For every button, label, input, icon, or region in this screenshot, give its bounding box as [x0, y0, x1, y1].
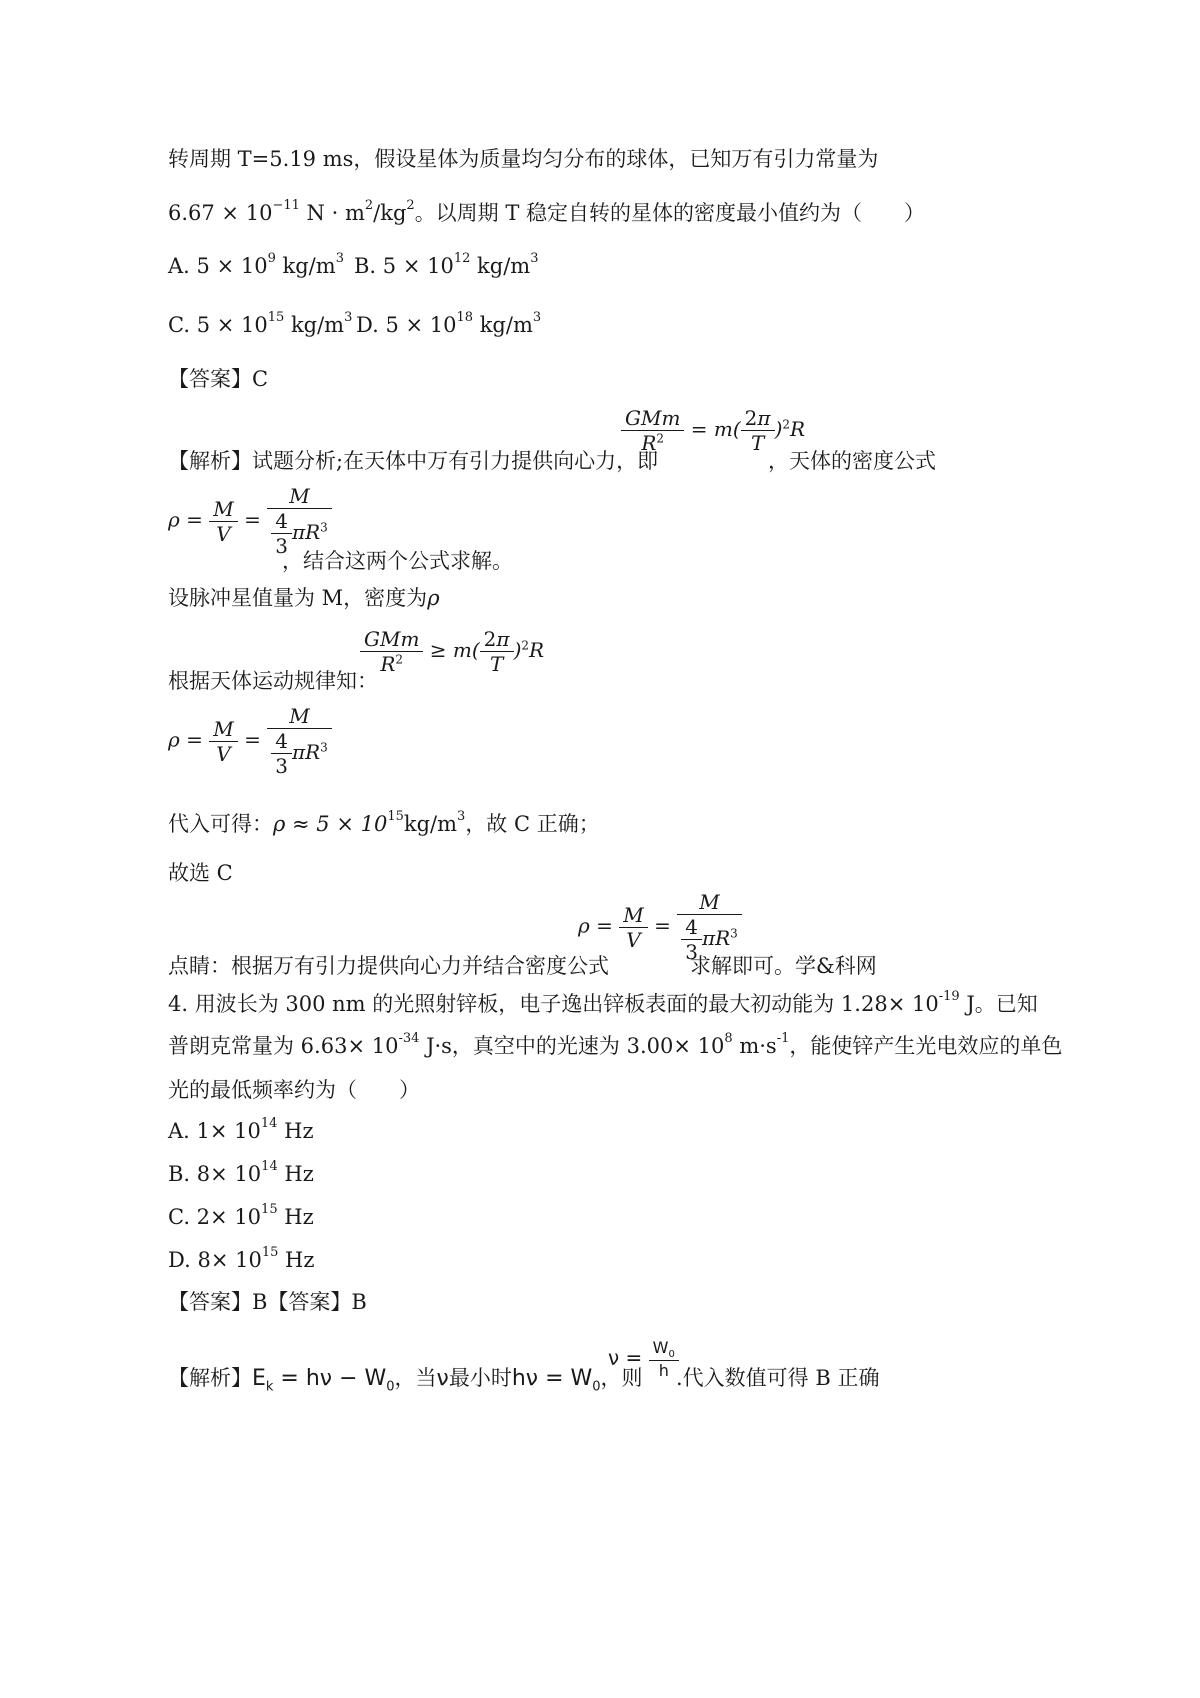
q4-analysis: 【解析】$E_k = h\nu - W_0$，当ν最小时$h\nu = W_0$，则	[168, 1366, 643, 1395]
q4-line2: 普朗克常量为 $6.63\times 10^{-34}$ J·s，真空中的光速为 $3.00\times 10^8$ $m\cdot s^{-1}$，能使锌产生光电效应的单色	[168, 1031, 1063, 1058]
q3-option-b: B. $5 \times 10^{12}$ $kg/m^3$	[354, 251, 539, 278]
q3-tip-prefix: 点睛：根据万有引力提供向心力并结合密度公式	[168, 954, 609, 978]
q3-let-line: 设脉冲星值量为 M，密度为ρ	[168, 586, 440, 610]
q4-line1: 4. 用波长为 300 nm 的光照射锌板，电子逸出锌板表面的最大初动能为 $1.28\times 10^{-19}$ J。已知	[168, 989, 1038, 1016]
density-formula-1: ρ = $\frac{M}{V}$ = M $\frac{4}{3}$ $\pi R^3$	[168, 484, 332, 558]
density-formula-3: ρ = $\frac{M}{V}$ = M $\frac{4}{3}$ $\pi R^3$	[578, 890, 742, 964]
q3-density-suffix: ，结合这两个公式求解。	[282, 549, 513, 573]
q3-analysis-suffix: ，天体的密度公式	[768, 449, 936, 473]
q3-option-c: C. $5 \times 10^{15}$ $kg/m^3$	[168, 310, 353, 337]
q3-analysis-prefix: 【解析】试题分析;在天体中万有引力提供向心力，即	[168, 449, 659, 473]
q4-line3: 光的最低频率约为（ ）	[168, 1078, 420, 1102]
q3-line2: $6.67 \times 10^{-11}$ $N \cdot m^2/kg^2$。以周期 T 稳定自转的星体的密度最小值约为（ ）	[168, 198, 926, 225]
gravity-equation: $\frac{\text{GMm}}{R^2}$ = m( $\frac{2\pi}{T}$ )$^2$R	[621, 406, 805, 455]
q3-tip-suffix: 求解即可。学&科网	[690, 954, 877, 978]
q4-option-d: D. $8\times 10^{15}$ Hz	[168, 1245, 315, 1272]
q3-answer: 【答案】C	[168, 367, 269, 391]
q4-answer: 【答案】B【答案】B	[168, 1290, 367, 1314]
q3-substitute: 代入可得：$\rho \approx 5 \times 10^{15}kg/m^3$，故 C 正确；	[168, 809, 600, 836]
q4-option-a: A. $1\times 10^{14}$ Hz	[168, 1116, 314, 1143]
frequency-formula: ν = $\frac{W_0}{h}$	[608, 1338, 679, 1380]
q3-choose: 故选 C	[168, 861, 233, 885]
q3-option-a: A. $5 \times 10^9$ $kg/m^3$	[168, 251, 344, 278]
q3-law-line: 根据天体运动规律知：	[168, 669, 378, 693]
q4-option-c: C. $2\times 10^{15}$ Hz	[168, 1202, 314, 1229]
q4-option-b: B. $8\times 10^{14}$ Hz	[168, 1159, 314, 1186]
q3-line1: 转周期 T=5.19 ms，假设星体为质量均匀分布的球体，已知万有引力常量为	[168, 147, 879, 171]
gravity-inequality: $\frac{\text{GMm}}{R^2}$ ≥ m( $\frac{2\pi}{T}$ )$^2$R	[360, 627, 544, 676]
q3-option-d: D. $5 \times 10^{18}$ $kg/m^3$	[356, 310, 542, 337]
density-formula-2: ρ = $\frac{M}{V}$ = M $\frac{4}{3}$ $\pi R^3$	[168, 704, 332, 778]
q4-result: .代入数值可得 B 正确	[676, 1366, 880, 1390]
